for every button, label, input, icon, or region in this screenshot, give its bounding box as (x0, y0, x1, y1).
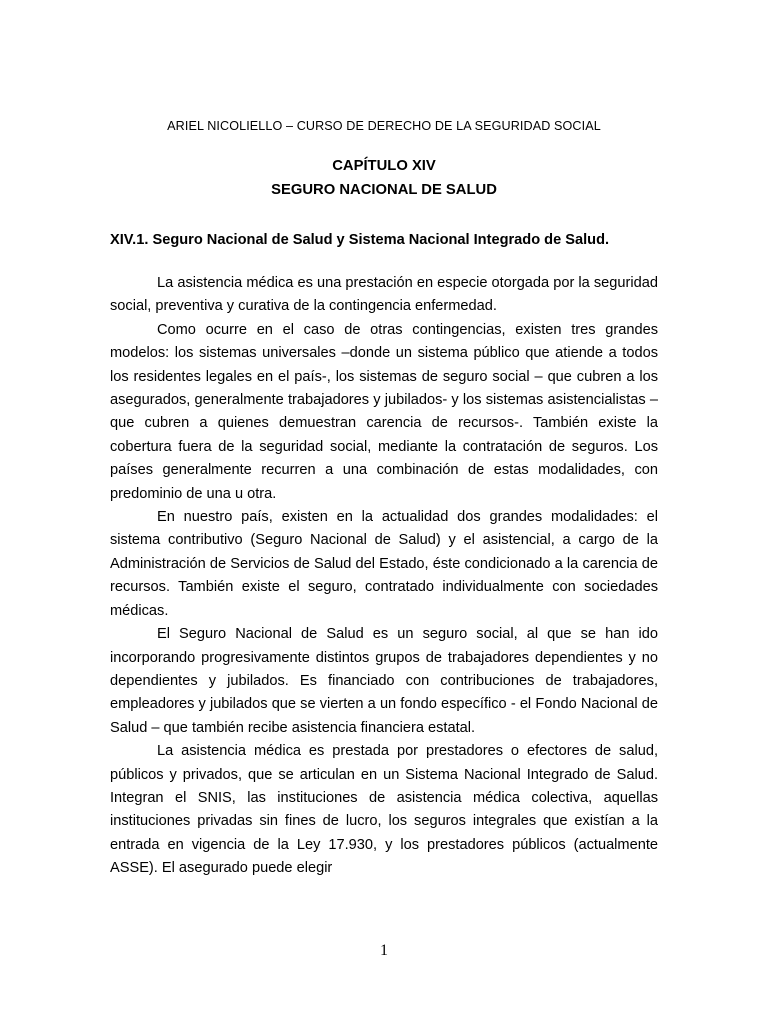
body-text (110, 272, 658, 881)
paragraph: La asistencia médica es prestada por prestadores o efectores de salud, públicos y privados, que se articulan en un Sistema Nacional Integrado de Salud. Integran el SNIS, las instituciones de asistencia médica colectiva, aquellas instituciones privadas sin fines de lucro, los seguros integrales que existían a la entrada en vigencia de la Ley 17.930, y los prestadores públicos (actualmente ASSE). El asegurado puede elegir (110, 743, 658, 877)
section-heading: XIV.1. Seguro Nacional de Salud y Sistema Nacional Integrado de Salud. (110, 232, 610, 248)
paragraph: Como ocurre en el caso de otras contingencias, existen tres grandes modelos: los sistemas universales –donde un sistema público que atiende a todos los residentes legales en el país-, los sistemas de seguro social – que cubren a los asegurados, generalmente trabajadores y jubilados- y los sistemas asistencialistas – que cubren a quienes demuestran carencia de recursos-. También existe la cobertura fuera de la seguridad social, mediante la contratación de seguros. Los países generalmente recurren a una combinación de estas modalidades, con predominio de una u otra. (110, 321, 658, 502)
paragraph: El Seguro Nacional de Salud es un seguro social, al que se han ido incorporando progresivamente distintos grupos de trabajadores dependientes y no dependientes y jubilados. Es financiado con contribuciones de trabajadores, empleadores y jubilados que se vierten a un fondo específico - el Fondo Nacional de Salud – que también recibe asistencia financiera estatal. (110, 626, 658, 736)
running-header: ARIEL NICOLIELLO – CURSO DE DERECHO DE LA SEGURIDAD SOCIAL (167, 119, 601, 133)
page-number: 1 (380, 942, 388, 959)
paragraph: En nuestro país, existen en la actualidad dos grandes modalidades: el sistema contributivo (Seguro Nacional de Salud) y el asistencial, a cargo de la Administración de Servicios de Salud del Estado, éste condicionado a la carencia de recursos. También existe el seguro, contratado individualmente con sociedades médicas. (110, 509, 658, 619)
chapter-name: SEGURO NACIONAL DE SALUD (271, 182, 497, 198)
paragraph: La asistencia médica es una prestación en especie otorgada por la seguridad social, preventiva y curativa de la contingencia enfermedad. (110, 275, 658, 315)
chapter-title (0, 154, 768, 202)
chapter-number: CAPÍTULO XIV (332, 158, 436, 174)
